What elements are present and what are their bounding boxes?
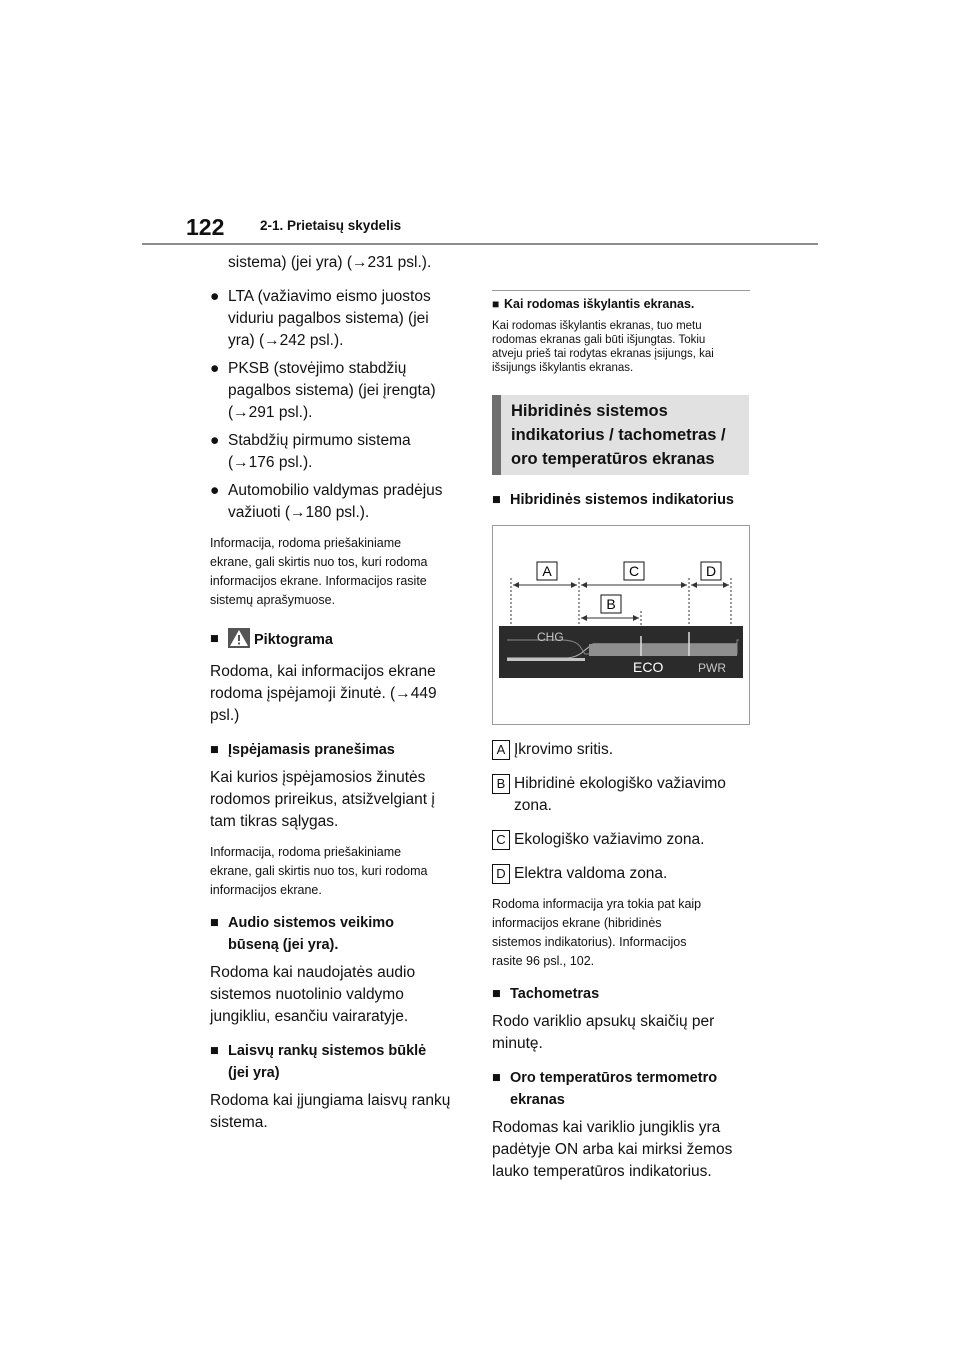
heading-text: Įspėjamasis pranešimas (228, 742, 395, 758)
heading-ispejamasis (210, 739, 466, 761)
heading-text: Audio sistemos veikimo (228, 915, 394, 931)
body-line: psl.) (210, 707, 240, 724)
bullet-text: Automobilio valdymas pradėjus (228, 482, 443, 499)
label-d: D (705, 563, 717, 579)
bullet-dot: ● (210, 360, 220, 377)
square-bullet-icon: ■ (492, 1070, 501, 1086)
eco-label: ECO (633, 659, 664, 675)
square-bullet-icon: ■ (210, 631, 219, 647)
note-line: rasite 96 psl., 102. (492, 954, 595, 968)
hybrid-indicator-svg (493, 526, 749, 724)
body-line: Rodomas kai variklio jungiklis yra (492, 1119, 721, 1136)
body-line: Rodo variklio apsukų skaičių per (492, 1013, 715, 1030)
note-line: sistemų aprašymuose. (210, 593, 336, 607)
legend-text: Hibridinė ekologiško važiavimo (514, 775, 726, 792)
legend-key: D (492, 864, 510, 884)
label-b: B (606, 596, 616, 612)
note-line: informacijos ekrane. Informacijos rasite (210, 574, 427, 588)
bullet-lta (210, 286, 466, 352)
legend-a (492, 739, 750, 761)
square-bullet-icon: ■ (210, 915, 219, 931)
legend-key: C (492, 830, 510, 850)
heading-text: Piktograma (254, 632, 333, 648)
body-line: Rodoma, kai informacijos ekrane (210, 663, 436, 680)
square-bullet-icon: ■ (492, 492, 501, 508)
pwr-label: PWR (698, 661, 726, 675)
bullet-text: LTA (važiavimo eismo juostos (228, 288, 431, 305)
note-line: Rodoma informacija yra tokia pat kaip (492, 897, 702, 911)
body-line: lauko temperatūros indikatorius. (492, 1163, 712, 1180)
bullet-dot: ● (210, 288, 220, 305)
legend-text: Įkrovimo sritis. (514, 741, 614, 758)
note-line: atveju prieš tai rodytas ekranas įsijungs, kai (492, 348, 714, 360)
piktograma-body (210, 661, 466, 727)
legend-b (492, 773, 750, 817)
square-bullet-icon: ■ (492, 297, 500, 311)
handsfree-body (210, 1090, 466, 1134)
body-line: tam tikras sąlygas. (210, 813, 339, 830)
chg-label: CHG (537, 630, 564, 644)
hybrid-note (492, 895, 750, 971)
heading-tachometer (492, 983, 750, 1005)
heading-outside-temp (492, 1067, 750, 1111)
note-line: Informacija, rodoma priešakiniame (210, 845, 402, 859)
heading-text: būseną (jei yra). (228, 937, 339, 953)
bullet-drive-start (210, 480, 466, 524)
gauge-bar (589, 644, 737, 656)
legend-key: A (492, 740, 510, 760)
note-line: ekrane, gali skirtis nuo tos, kuri rodoma (210, 864, 428, 878)
section-title-box (492, 395, 749, 475)
square-bullet-icon: ■ (210, 1043, 219, 1059)
tacho-body (492, 1011, 750, 1055)
page-number: 122 (186, 214, 225, 240)
heading-text: Oro temperatūros termometro (510, 1070, 718, 1086)
note-rule (492, 290, 750, 291)
legend-key: B (492, 774, 510, 794)
body-line: jungikliu, esančiu vairaratyje. (210, 1008, 409, 1025)
legend-text: Ekologiško važiavimo zona. (514, 831, 705, 848)
header-rule (142, 243, 818, 245)
heading-audio (210, 912, 466, 956)
heading-text: Kai rodomas iškylantis ekranas. (504, 297, 695, 311)
bullet-text: (→291 psl.). (228, 404, 313, 421)
note-hud-differs-2 (210, 843, 466, 900)
hybrid-indicator-diagram (492, 525, 750, 725)
box-title-line: oro temperatūros ekranas (511, 450, 715, 468)
body-line: Rodoma kai naudojatės audio (210, 964, 416, 981)
note-line: Kai rodomas iškylantis ekranas, tuo metu (492, 320, 702, 332)
label-a: A (542, 563, 552, 579)
bullet-pksb (210, 358, 466, 424)
box-title-line: Hibridinės sistemos (511, 402, 668, 420)
bullet-text: (→176 psl.). (228, 454, 313, 471)
note-popup-body (492, 319, 750, 375)
note-line: sistemos indikatorius). Informacijos (492, 935, 687, 949)
label-c: C (628, 563, 640, 579)
body-line: rodoma įspėjamoji žinutė. (→449 (210, 685, 437, 702)
note-line: informacijos ekrane. (210, 883, 322, 897)
continued-line: sistema) (jei yra) (→231 psl.). (228, 254, 432, 271)
bullet-text: Stabdžių pirmumo sistema (228, 432, 411, 449)
bullet-dot: ● (210, 432, 220, 449)
note-line: rodomas ekranas gali būti išjungtas. Tokiu (492, 334, 706, 346)
body-line: Kai kurios įspėjamosios žinutės (210, 769, 426, 786)
heading-text: (jei yra) (228, 1065, 280, 1081)
left-column (210, 252, 466, 1134)
bullet-brake-priority (210, 430, 466, 474)
bullet-text: viduriu pagalbos sistema) (jei (228, 310, 429, 327)
square-bullet-icon: ■ (210, 742, 219, 758)
legend-text: Elektra valdoma zona. (514, 865, 668, 882)
note-line: išsijungs iškylantis ekranas. (492, 362, 634, 374)
body-line: sistema. (210, 1114, 268, 1131)
audio-body (210, 962, 466, 1028)
bullet-text: važiuoti (→180 psl.). (228, 504, 370, 521)
note-line: informacijos ekrane (hibridinės (492, 916, 662, 930)
legend-c (492, 829, 750, 851)
square-bullet-icon: ■ (492, 986, 501, 1002)
heading-piktograma (210, 628, 466, 655)
right-column (492, 252, 750, 1183)
heading-hybrid-indicator (492, 489, 750, 511)
heading-handsfree (210, 1040, 466, 1084)
body-line: padėtyje ON arba kai mirksi žemos (492, 1141, 733, 1158)
note-line: Informacija, rodoma priešakiniame (210, 536, 402, 550)
body-line: rodomos prireikus, atsižvelgiant į (210, 791, 435, 808)
body-line: sistemos nuotolinio valdymo (210, 986, 404, 1003)
heading-text: ekranas (510, 1092, 565, 1108)
heading-text: Hibridinės sistemos indikatorius (510, 492, 734, 508)
note-heading-popup (492, 295, 750, 313)
warning-triangle-icon (228, 628, 250, 655)
heading-text: Laisvų rankų sistemos būklė (228, 1043, 427, 1059)
temp-body (492, 1117, 750, 1183)
bullet-dot: ● (210, 482, 220, 499)
body-line: Rodoma kai įjungiama laisvų rankų (210, 1092, 451, 1109)
note-hud-differs (210, 534, 466, 610)
note-line: ekrane, gali skirtis nuo tos, kuri rodoma (210, 555, 428, 569)
bullet-text: PKSB (stovėjimo stabdžių (228, 360, 407, 377)
legend-d (492, 863, 750, 885)
bullet-text: pagalbos sistema) (jei įrengta) (228, 382, 436, 399)
body-line: minutę. (492, 1035, 543, 1052)
heading-text: Tachometras (510, 986, 600, 1002)
legend-text: zona. (514, 797, 552, 814)
section-title: 2-1. Prietaisų skydelis (260, 218, 402, 233)
ispejamasis-body (210, 767, 466, 833)
box-title-line: indikatorius / tachometras / (511, 426, 726, 444)
bullet-text: yra) (→242 psl.). (228, 332, 344, 349)
